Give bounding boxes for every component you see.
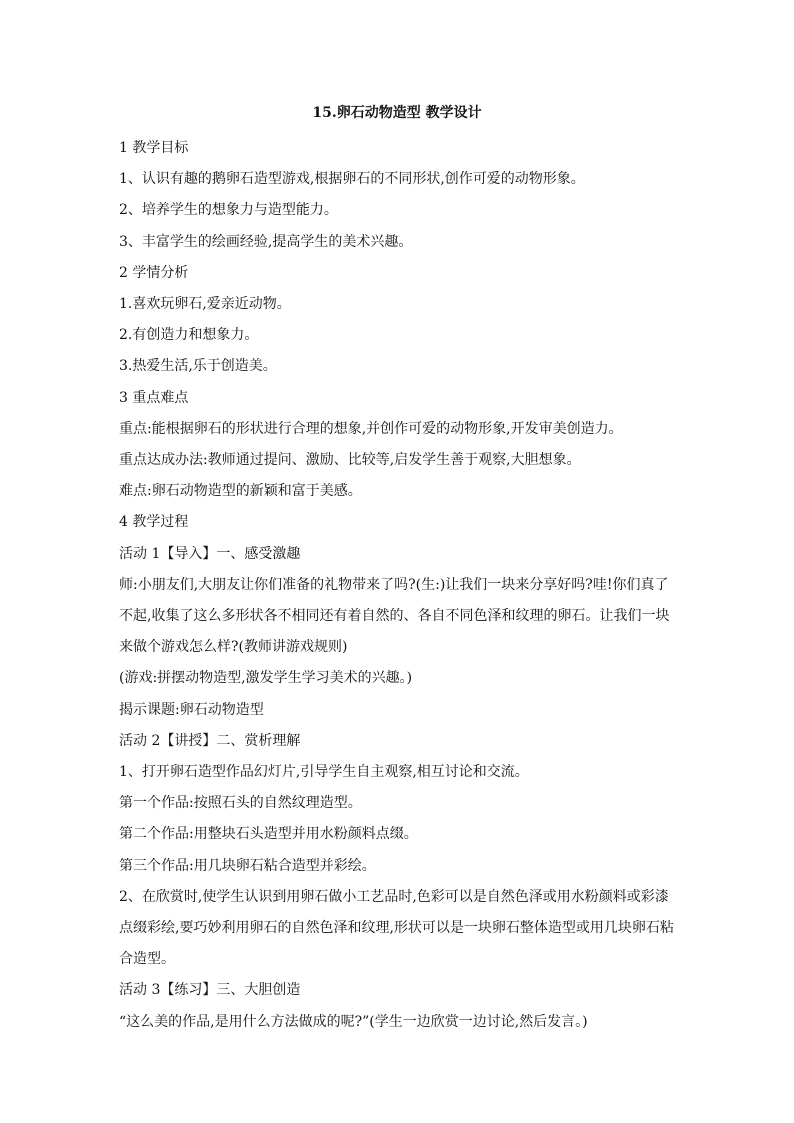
activity-2-heading: 活动 2【讲授】二、赏析理解 — [119, 732, 301, 749]
section-heading-student-analysis: 2 学情分析 — [119, 264, 189, 281]
goal-item-3: 3、丰富学生的绘画经验,提高学生的美术兴趣。 — [119, 233, 413, 250]
analysis-item-1: 1.喜欢玩卵石,爱亲近动物。 — [119, 296, 291, 313]
goal-item-2: 2、培养学生的想象力与造型能力。 — [119, 202, 338, 219]
key-point: 重点:能根据卵石的形状进行合理的想象,并创作可爱的动物形象,开发审美创造力。 — [119, 420, 623, 437]
analysis-item-3: 3.热爱生活,乐于创造美。 — [119, 358, 277, 375]
goal-item-1: 1、认识有趣的鹅卵石造型游戏,根据卵石的不同形状,创作可爱的动物形象。 — [119, 171, 585, 188]
activity-3-heading: 活动 3【练习】三、大胆创造 — [119, 982, 301, 999]
artwork-3: 第三个作品:用几块卵石粘合造型并彩绘。 — [119, 857, 376, 874]
artwork-1: 第一个作品:按照石头的自然纹理造型。 — [119, 795, 362, 812]
section-heading-key-points: 3 重点难点 — [119, 389, 189, 406]
activity-2-item-1: 1、打开卵石造型作品幻灯片,引导学生自主观察,相互讨论和交流。 — [119, 764, 529, 781]
section-heading-teaching-goals: 1 教学目标 — [119, 140, 189, 156]
artwork-2: 第二个作品:用整块石头造型并用水粉颜料点缀。 — [119, 826, 418, 843]
activity-1-game-note: (游戏:拼摆动物造型,激发学生学习美术的兴趣。) — [119, 670, 413, 687]
activity-1-heading: 活动 1【导入】一、感受激趣 — [119, 545, 301, 562]
analysis-item-2: 2.有创造力和想象力。 — [119, 327, 259, 344]
difficulty: 难点:卵石动物造型的新颖和富于美感。 — [119, 483, 362, 500]
activity-1-dialogue: 师:小朋友们,大朋友让你们准备的礼物带来了吗?(生:)让我们一块来分享好吗?哇!你们真了不起,收集了这么多形状各不相同还有着自然的、各自不同色泽和纹理的卵石。让我们一块来做个游戏怎么样?(教师讲游戏规则) — [119, 576, 670, 656]
activity-2-item-2: 2、在欣赏时,使学生认识到用卵石做小工艺品时,色彩可以是自然色泽或用水粉颜料或彩漆点缀彩绘,要巧妙利用卵石的自然色泽和纹理,形状可以是一块卵石整体造型或用几块卵石粘合造型。 — [119, 888, 674, 968]
section-heading-process: 4 教学过程 — [119, 514, 189, 531]
activity-3-question: “这么美的作品,是用什么方法做成的呢?”(学生一边欣赏一边讨论,然后发言。) — [119, 1013, 588, 1030]
document-body — [119, 133, 679, 1038]
key-point-method: 重点达成办法:教师通过提问、激励、比较等,启发学生善于观察,大胆想象。 — [119, 452, 581, 469]
activity-1-topic: 揭示课题:卵石动物造型 — [119, 701, 264, 718]
document-title: 15.卵石动物造型 教学设计 — [312, 105, 482, 121]
